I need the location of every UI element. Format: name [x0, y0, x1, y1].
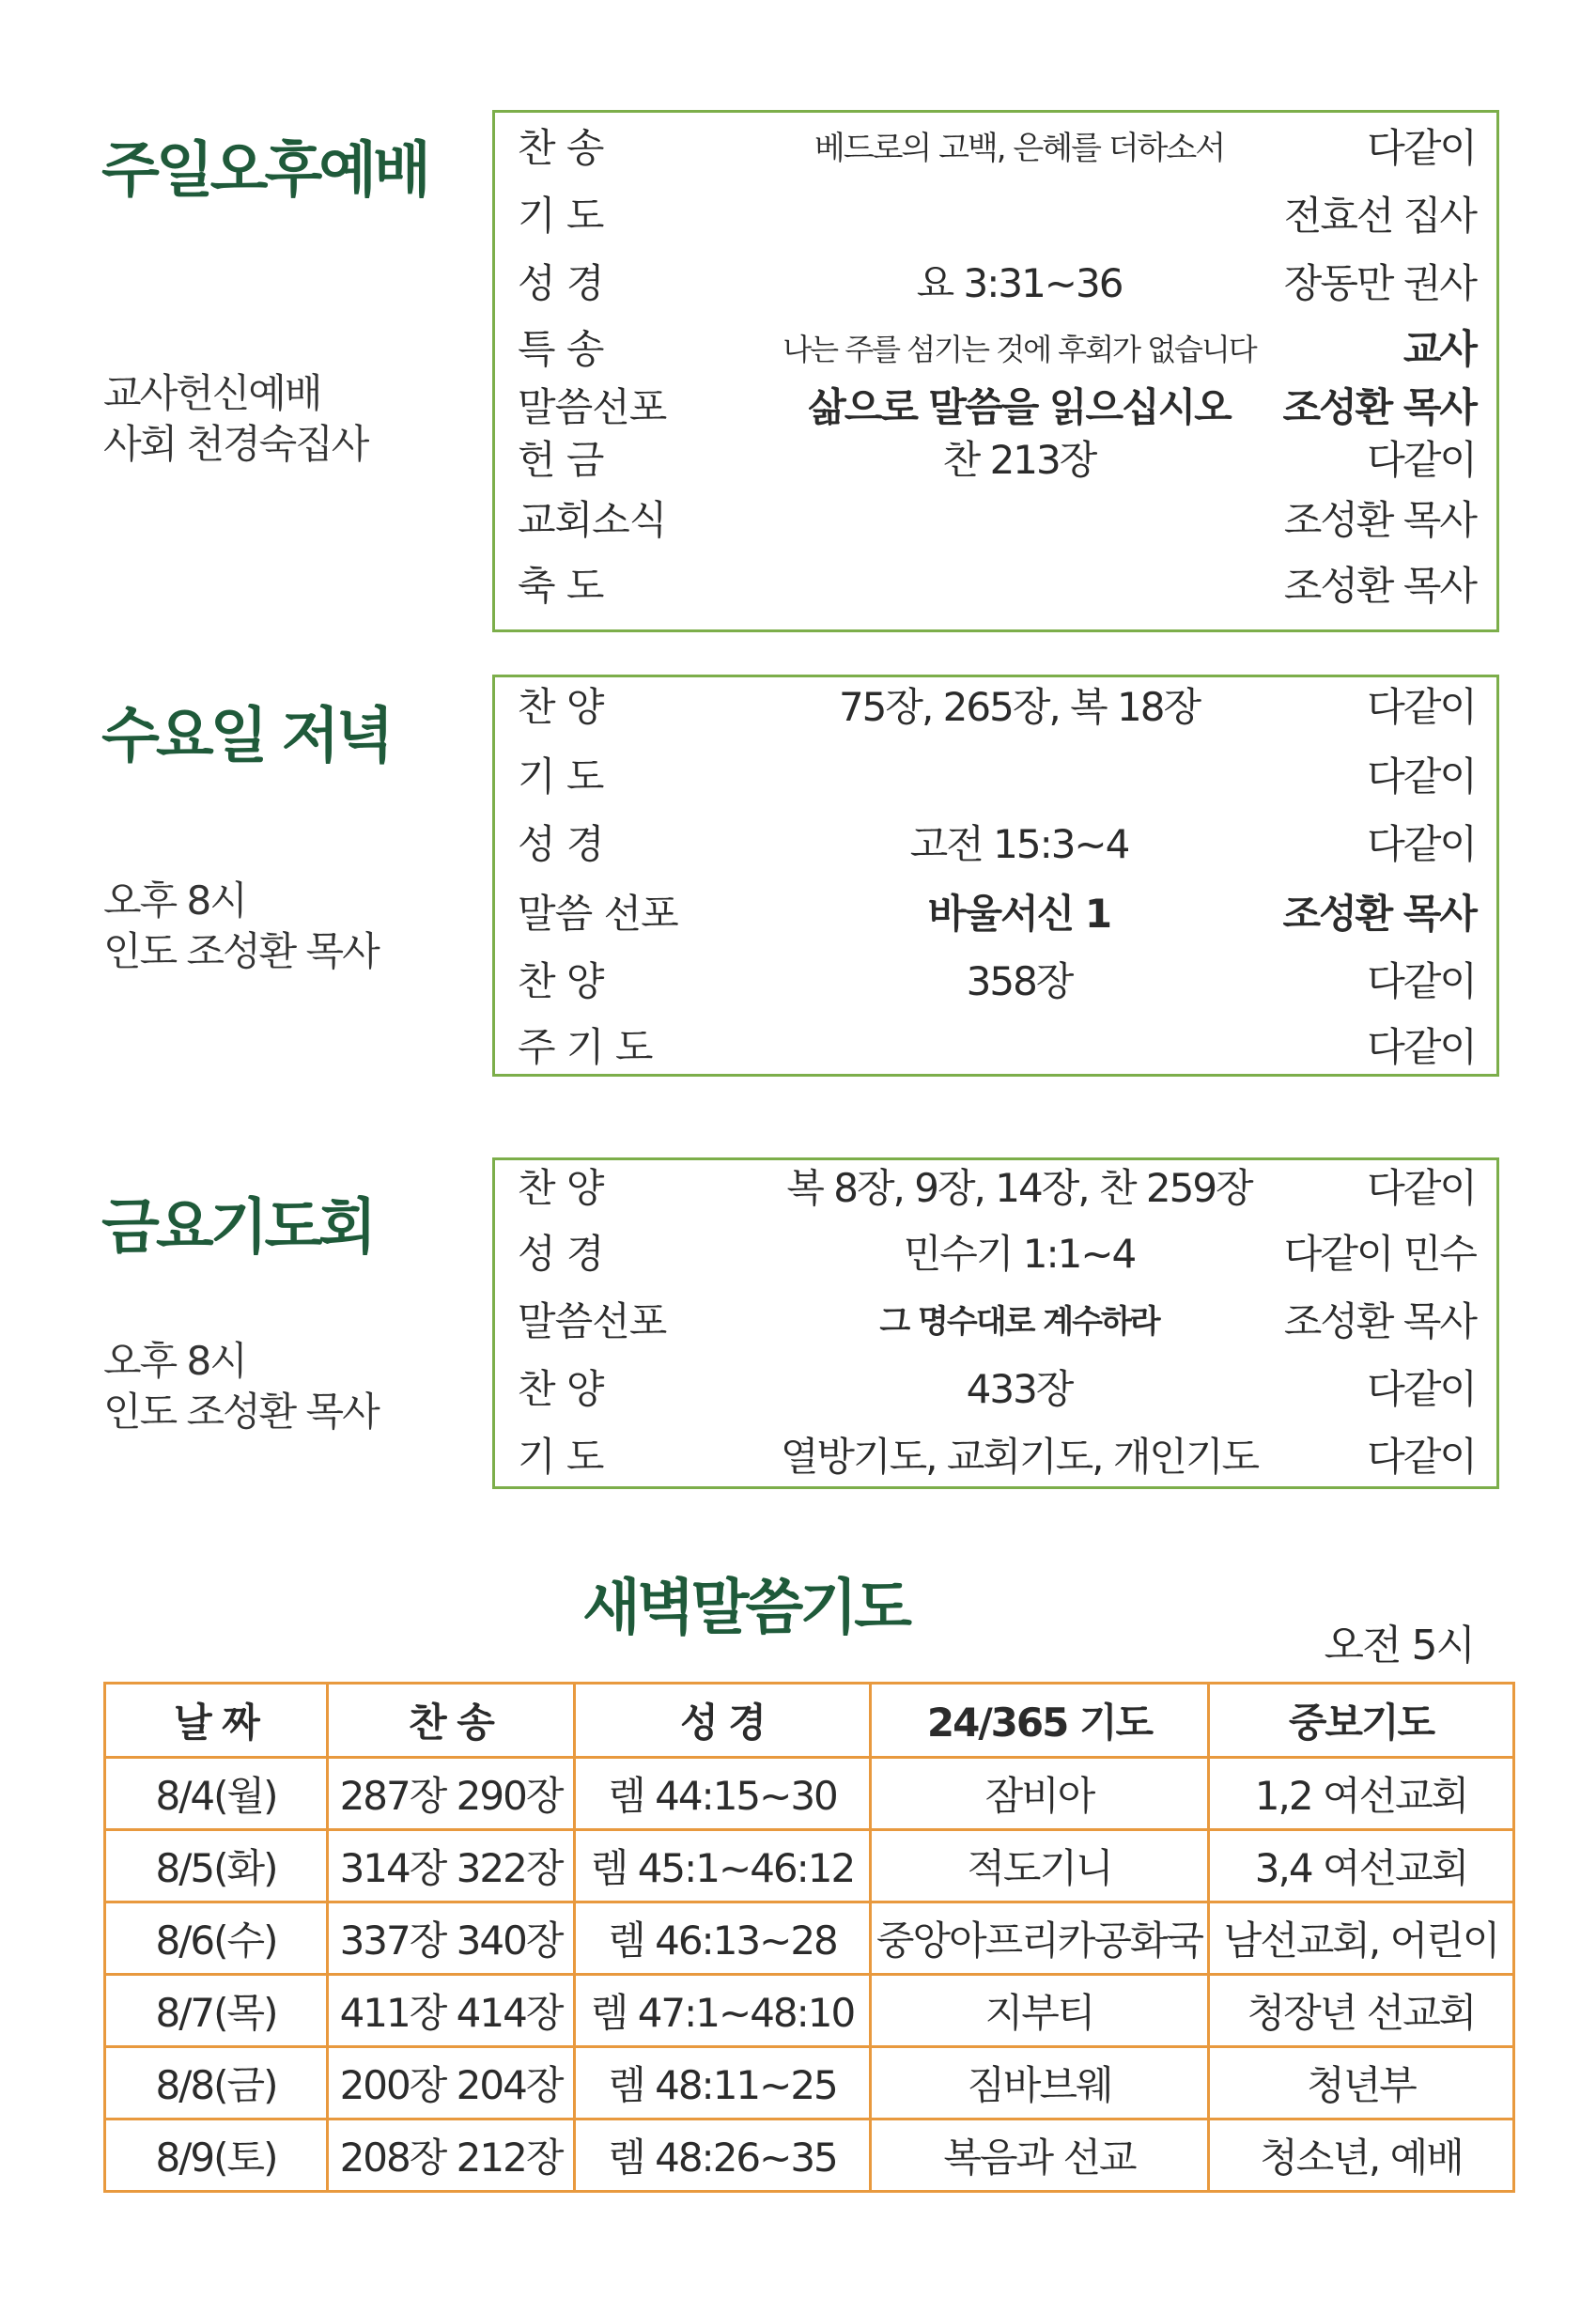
order-label: 기 도: [518, 193, 604, 239]
cell-hymn: 411장 414장: [328, 1975, 575, 2047]
order-person: 조성환 목사: [1283, 1298, 1476, 1344]
order-label: 말씀선포: [518, 1298, 667, 1344]
wednesday-service-subtitle: [103, 876, 379, 977]
cell-hymn: 314장 322장: [328, 1830, 575, 1902]
cell-intercession: 청년부: [1209, 2047, 1514, 2119]
cell-date: 8/9(토): [105, 2119, 328, 2192]
cell-hymn: 200장 204장: [328, 2047, 575, 2119]
order-content: 바울서신 1: [927, 891, 1111, 937]
order-person: 교사: [1402, 326, 1476, 372]
order-row: [495, 492, 1496, 549]
cell-scripture: 렘 44:15~30: [575, 1758, 871, 1830]
cell-prayer-365: 적도기니: [871, 1830, 1209, 1902]
cell-date: 8/6(수): [105, 1902, 328, 1975]
order-content: 민수기 1:1~4: [903, 1231, 1136, 1277]
table-header-row: [105, 1684, 1514, 1758]
cell-intercession: 3,4 여선교회: [1209, 1830, 1514, 1902]
order-row: [495, 1226, 1496, 1282]
cell-scripture: 렘 48:11~25: [575, 2047, 871, 2119]
order-label: 성 경: [518, 821, 604, 867]
table-row: [105, 2047, 1514, 2119]
order-content: 433장: [966, 1366, 1073, 1412]
order-row: [495, 380, 1496, 436]
table-row: [105, 1902, 1514, 1975]
order-row: [495, 188, 1496, 244]
order-row: [495, 679, 1496, 736]
order-person: 조성환 목사: [1283, 563, 1476, 609]
order-content: 삶으로 말씀을 읽으십시오: [808, 384, 1231, 430]
order-person: 다같이: [1367, 958, 1476, 1004]
order-row: [495, 1019, 1496, 1076]
order-label: 성 경: [518, 260, 604, 306]
cell-prayer-365: 복음과 선교: [871, 2119, 1209, 2192]
order-person: 조성환 목사: [1282, 384, 1476, 430]
cell-hymn: 337장 340장: [328, 1902, 575, 1975]
cell-prayer-365: 짐바브웨: [871, 2047, 1209, 2119]
sunday-sub-line: 사회 천경숙집사: [103, 421, 368, 467]
cell-date: 8/5(화): [105, 1830, 328, 1902]
cell-date: 8/4(월): [105, 1758, 328, 1830]
order-person: 다같이: [1367, 753, 1476, 800]
cell-date: 8/8(금): [105, 2047, 328, 2119]
friday-sub-line: 오후 8시: [103, 1338, 246, 1384]
order-label: 찬 양: [518, 684, 604, 730]
cell-intercession: 1,2 여선교회: [1209, 1758, 1514, 1830]
order-label: 찬 양: [518, 958, 604, 1004]
order-row: [495, 886, 1496, 942]
order-label: 교회소식: [518, 497, 667, 543]
order-row: [495, 1361, 1496, 1418]
order-label: 찬 송: [518, 125, 604, 171]
sunday-service-subtitle: [103, 368, 367, 470]
order-label: 특 송: [518, 326, 604, 372]
table-row: [105, 2119, 1514, 2192]
order-label: 찬 양: [518, 1165, 604, 1211]
cell-prayer-365: 잠비아: [871, 1758, 1209, 1830]
order-label: 헌 금: [518, 437, 604, 483]
cell-hymn: 287장 290장: [328, 1758, 575, 1830]
order-content: 그 명수대로 계수하라: [879, 1303, 1159, 1341]
dawn-prayer-title: 새벽말씀기도: [582, 1574, 908, 1643]
friday-prayer-subtitle: [103, 1336, 379, 1437]
order-person: 다같이: [1367, 125, 1476, 171]
order-label: 주 기 도: [518, 1024, 653, 1070]
order-label: 말씀 선포: [518, 891, 678, 937]
order-person: 장동만 권사: [1283, 260, 1476, 306]
order-content: 요 3:31~36: [916, 260, 1123, 306]
order-row: [495, 954, 1496, 1010]
order-person: 다같이: [1367, 684, 1476, 730]
dawn-prayer-time: 오전 5시: [1324, 1622, 1474, 1669]
order-row: [495, 1294, 1496, 1350]
order-row: [495, 1160, 1496, 1217]
cell-prayer-365: 지부티: [871, 1975, 1209, 2047]
order-row: [495, 432, 1496, 489]
header-scripture: 성 경: [575, 1684, 871, 1758]
cell-scripture: 렘 45:1~46:12: [575, 1830, 871, 1902]
order-content: 복 8장, 9장, 14장, 찬 259장: [786, 1165, 1252, 1211]
order-label: 기 도: [518, 1434, 604, 1480]
header-intercession: 중보기도: [1209, 1684, 1514, 1758]
order-person: 전효선 집사: [1283, 193, 1476, 239]
wednesday-service-title: 수요일 저녁: [101, 702, 391, 771]
order-label: 기 도: [518, 753, 604, 800]
cell-date: 8/7(목): [105, 1975, 328, 2047]
friday-prayer-title: 금요기도회: [101, 1193, 374, 1263]
order-label: 말씀선포: [518, 384, 667, 430]
order-person: 조성환 목사: [1283, 497, 1476, 543]
order-content: 나는 주를 섬기는 것에 후회가 없습니다: [783, 332, 1256, 367]
dawn-prayer-table: [103, 1682, 1515, 2193]
order-content: 고전 15:3~4: [909, 821, 1129, 867]
order-row: [495, 321, 1496, 378]
order-person: 다같이: [1367, 1165, 1476, 1211]
order-label: 성 경: [518, 1231, 604, 1277]
sunday-service-title: 주일오후예배: [101, 136, 427, 206]
friday-sub-line: 인도 조성환 목사: [103, 1389, 379, 1435]
header-prayer-365: 24/365 기도: [871, 1684, 1209, 1758]
cell-scripture: 렘 48:26~35: [575, 2119, 871, 2192]
order-row: [495, 558, 1496, 614]
cell-scripture: 렘 46:13~28: [575, 1902, 871, 1975]
order-row: [495, 816, 1496, 873]
order-row: [495, 749, 1496, 805]
header-hymn: 찬 송: [328, 1684, 575, 1758]
sunday-sub-line: 교사헌신예배: [103, 370, 321, 416]
cell-hymn: 208장 212장: [328, 2119, 575, 2192]
order-person: 다같이: [1367, 1366, 1476, 1412]
wednesday-order-box: [492, 675, 1499, 1077]
cell-prayer-365: 중앙아프리카공화국: [871, 1902, 1209, 1975]
order-content: 75장, 265장, 복 18장: [838, 684, 1201, 730]
cell-scripture: 렘 47:1~48:10: [575, 1975, 871, 2047]
order-label: 찬 양: [518, 1366, 604, 1412]
order-content: 열방기도, 교회기도, 개인기도: [780, 1434, 1259, 1480]
order-person: 다같이: [1367, 1434, 1476, 1480]
wednesday-sub-line: 인도 조성환 목사: [103, 928, 379, 974]
sunday-order-box: [492, 110, 1499, 632]
order-person: 다같이: [1367, 437, 1476, 483]
wednesday-sub-line: 오후 8시: [103, 877, 246, 924]
order-row: [495, 256, 1496, 312]
friday-order-box: [492, 1157, 1499, 1489]
order-content: 베드로의 고백, 은혜를 더하소서: [813, 130, 1225, 167]
order-person: 다같이: [1367, 821, 1476, 867]
order-content: 찬 213장: [942, 437, 1096, 483]
table-row: [105, 1758, 1514, 1830]
order-content: 358장: [966, 958, 1073, 1004]
cell-intercession: 청장년 선교회: [1209, 1975, 1514, 2047]
order-person: 조성환 목사: [1282, 891, 1476, 937]
order-person: 다같이 민수: [1283, 1231, 1476, 1277]
table-row: [105, 1975, 1514, 2047]
cell-intercession: 청소년, 예배: [1209, 2119, 1514, 2192]
table-row: [105, 1830, 1514, 1902]
order-row: [495, 1429, 1496, 1485]
order-person: 다같이: [1367, 1024, 1476, 1070]
order-row: [495, 120, 1496, 177]
cell-intercession: 남선교회, 어린이: [1209, 1902, 1514, 1975]
order-label: 축 도: [518, 563, 604, 609]
header-date: 날 짜: [105, 1684, 328, 1758]
